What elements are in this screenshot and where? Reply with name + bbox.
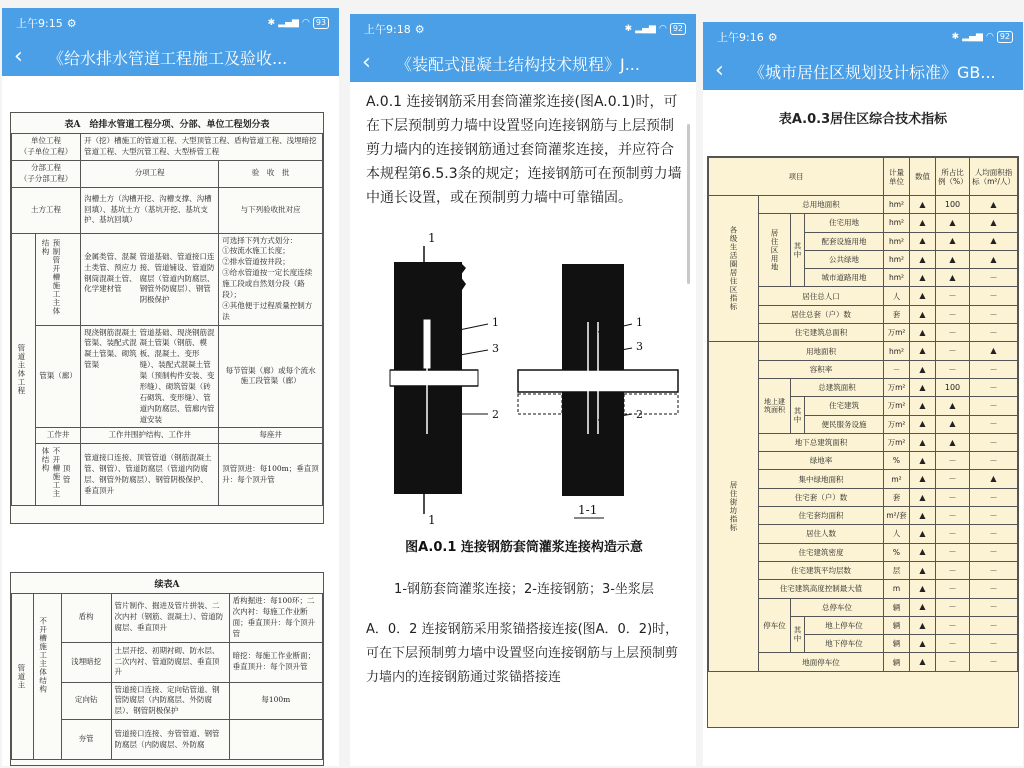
group-label: 居住区用地 bbox=[759, 214, 791, 287]
signal-icon: ▂▄▆ bbox=[635, 24, 656, 34]
value-cell: ▲ bbox=[910, 397, 936, 415]
unit-cell: m bbox=[884, 580, 910, 598]
item-cell: 住宅建筑密度 bbox=[759, 543, 884, 561]
item-cell: 总用地面积 bbox=[759, 196, 884, 214]
item-cell: 总停车位 bbox=[791, 598, 884, 616]
cell: 管渠（廊） bbox=[36, 325, 81, 428]
indicator-table-page bbox=[707, 156, 1019, 728]
unit-cell: % bbox=[884, 452, 910, 470]
cell: 预制管开槽施工主体结构 bbox=[36, 233, 81, 325]
per-capita-cell: － bbox=[970, 397, 1018, 415]
label-2: 2 bbox=[492, 408, 499, 421]
ratio-cell: 100 bbox=[936, 196, 970, 214]
cell: 工作井 bbox=[36, 428, 81, 444]
unit-cell: 层 bbox=[884, 561, 910, 579]
item-cell: 绿地率 bbox=[759, 452, 884, 470]
ratio-cell: ▲ bbox=[936, 250, 970, 268]
unit-cell: 套 bbox=[884, 305, 910, 323]
cell: 管道接口连接、夯管管道、钢管防腐层（内防腐层、外防腐 bbox=[111, 720, 229, 760]
per-capita-cell: － bbox=[970, 324, 1018, 342]
phone-screen-1 bbox=[2, 8, 339, 766]
ratio-cell: ▲ bbox=[936, 397, 970, 415]
item-cell: 居住总套（户）数 bbox=[759, 305, 884, 323]
unit-cell: 辆 bbox=[884, 635, 910, 653]
wifi-icon: ◠ bbox=[985, 32, 994, 42]
per-capita-cell: ▲ bbox=[970, 214, 1018, 232]
col-header: 计量单位 bbox=[884, 158, 910, 196]
item-cell: 地下总建筑面积 bbox=[759, 433, 884, 451]
item-cell: 住宅建筑高度控制最大值 bbox=[759, 580, 884, 598]
unit-cell: hm² bbox=[884, 269, 910, 287]
cell: 管道接口连接、顶管管道（钢筋混凝土管、钢管）、管道防腐层（管道内防腐层、钢管外防腐层）、钢管阴极保护、垂直顶升 bbox=[81, 444, 219, 506]
figure-caption: 图A.0.1 连接钢筋套筒灌浆连接构造示意 bbox=[405, 540, 643, 555]
value-cell: ▲ bbox=[910, 378, 936, 396]
app-header bbox=[703, 22, 1023, 90]
label-2: 2 bbox=[636, 408, 643, 421]
col-header: 所占比例（%） bbox=[936, 158, 970, 196]
value-cell: ▲ bbox=[910, 196, 936, 214]
value-cell: ▲ bbox=[910, 452, 936, 470]
unit-cell: % bbox=[884, 543, 910, 561]
bluetooth-icon: ✱ bbox=[951, 32, 960, 42]
unit-cell: 辆 bbox=[884, 616, 910, 634]
division-table bbox=[11, 133, 323, 506]
scanned-table-page bbox=[10, 112, 324, 524]
ratio-cell: － bbox=[936, 525, 970, 543]
value-cell: ▲ bbox=[910, 598, 936, 616]
per-capita-cell: － bbox=[970, 488, 1018, 506]
value-cell: ▲ bbox=[910, 250, 936, 268]
per-capita-cell: － bbox=[970, 598, 1018, 616]
item-cell: 地上停车位 bbox=[805, 616, 884, 634]
ratio-cell: ▲ bbox=[936, 415, 970, 433]
ratio-cell: ▲ bbox=[936, 232, 970, 250]
cell: 可选择下列方式划分： ①按流水施工长度； ②排水管道按井段； ③给水管道按一定长度连续施工段或自然划分段（路段）； ④其他便于过程质量控制方法 bbox=[219, 233, 323, 325]
cell bbox=[229, 720, 322, 760]
ratio-cell: ▲ bbox=[936, 433, 970, 451]
value-cell: ▲ bbox=[910, 507, 936, 525]
cell: 金属类管、混凝土类管、预应力钢筒混凝土管、化学建材管 管道基础、管道接口连接、管道铺设、管道防腐层（管道内防腐层、钢管外防腐层）、钢管阴极保护 bbox=[81, 233, 219, 325]
bluetooth-icon: ✱ bbox=[624, 24, 633, 34]
value-cell: ▲ bbox=[910, 214, 936, 232]
ratio-cell: － bbox=[936, 470, 970, 488]
item-cell: 住宅建筑 bbox=[805, 397, 884, 415]
next-paragraph: A．0．2 连接钢筋采用浆锚搭接连接(图A．0．2)时，可在下层预制剪力墙中设置竖向连接钢筋与上层预制剪力墙内的连接钢筋通过浆锚搭接连 bbox=[366, 622, 679, 685]
title-bar bbox=[703, 52, 1023, 90]
unit-cell: hm² bbox=[884, 232, 910, 250]
cell: 每100m bbox=[229, 682, 322, 720]
value-cell: ▲ bbox=[910, 635, 936, 653]
cell: 沟槽土方（沟槽开挖、沟槽支撑、沟槽回填）、基坑土方（基坑开挖、基坑支护、基坑回填） bbox=[81, 187, 219, 233]
col-header: 数值 bbox=[910, 158, 936, 196]
per-capita-cell: － bbox=[970, 543, 1018, 561]
left-elevation bbox=[390, 231, 499, 524]
division-table-continued bbox=[11, 593, 323, 760]
value-cell: ▲ bbox=[910, 342, 936, 360]
lower-wall bbox=[394, 386, 462, 494]
value-cell: ▲ bbox=[910, 360, 936, 378]
status-bar bbox=[703, 22, 1023, 52]
app-header bbox=[2, 8, 339, 76]
col-header: 分部工程 （子分部工程） bbox=[12, 160, 81, 187]
label-1: 1 bbox=[492, 316, 499, 329]
per-capita-cell: － bbox=[970, 433, 1018, 451]
value-cell: ▲ bbox=[910, 433, 936, 451]
section-mark-top: 1 bbox=[428, 231, 436, 245]
item-cell: 集中绿地面积 bbox=[759, 470, 884, 488]
per-capita-cell: － bbox=[970, 360, 1018, 378]
per-capita-cell: ▲ bbox=[970, 232, 1018, 250]
battery-icon: 93 bbox=[313, 17, 329, 29]
unit-cell: 万m² bbox=[884, 324, 910, 342]
group-label: 各级生活圈居住区指标 bbox=[709, 196, 759, 342]
cell: 不开槽施工主体结构 顶管 bbox=[36, 444, 81, 506]
col-header: 项目 bbox=[709, 158, 884, 196]
per-capita-cell: － bbox=[970, 378, 1018, 396]
ratio-cell: 100 bbox=[936, 378, 970, 396]
group-label: 停车位 bbox=[759, 598, 791, 653]
col-header: 分项工程 bbox=[81, 160, 219, 187]
unit-cell: hm² bbox=[884, 214, 910, 232]
ratio-cell: － bbox=[936, 452, 970, 470]
label-1: 1 bbox=[636, 316, 643, 329]
title-bar bbox=[350, 44, 696, 82]
settings-status-icon: ⚙ bbox=[767, 30, 778, 44]
unit-cell: 万m² bbox=[884, 378, 910, 396]
cell: 每节管渠（廊）或每个流水施工段管渠（廊） bbox=[219, 325, 323, 428]
value-cell: ▲ bbox=[910, 525, 936, 543]
ratio-cell: － bbox=[936, 360, 970, 378]
section-label: 1-1 bbox=[578, 503, 598, 517]
clock: 上午9:15 bbox=[16, 17, 63, 30]
connection-figure bbox=[370, 224, 688, 524]
wifi-icon: ◠ bbox=[301, 18, 310, 28]
title-bar bbox=[2, 38, 339, 76]
item-cell: 住宅建筑平均层数 bbox=[759, 561, 884, 579]
intro-paragraph: A.0.1 连接钢筋采用套筒灌浆连接(图A.0.1)时，可在下层预制剪力墙中设置竖向连接钢筋与上层预制剪力墙内的连接钢筋通过套筒灌浆连接，并应符合本规程第6.5.3条的规定；连接钢筋可在预制剪力墙中通长设置，或在预制剪力墙中可靠锚固。 bbox=[366, 94, 682, 206]
cell: 顶管顶进：每100m；垂直顶升：每个顶升管 bbox=[219, 444, 323, 506]
ratio-cell: － bbox=[936, 342, 970, 360]
item-cell: 用地面积 bbox=[759, 342, 884, 360]
ratio-cell: － bbox=[936, 561, 970, 579]
unit-cell: 辆 bbox=[884, 653, 910, 671]
item-cell: 地面停车位 bbox=[759, 653, 884, 671]
ratio-cell: － bbox=[936, 543, 970, 561]
group-label: 居住街坊指标 bbox=[709, 342, 759, 671]
group-label: 其中 bbox=[791, 397, 805, 434]
ratio-cell: － bbox=[936, 635, 970, 653]
status-bar bbox=[2, 8, 339, 38]
cell: 现浇钢筋混凝土管渠、装配式混凝土管渠、砌筑管渠 管道基础、现浇钢筋混凝土管渠（钢筋、模板、混凝土、变形缝）、装配式混凝土管渠（预制构件安装、变形缝）、砌筑管渠（砖石砌筑、变形缝）、管道内防腐层、管廊内管道安装 bbox=[81, 325, 219, 428]
table-caption: 表A.0.3居住区综合技术指标 bbox=[778, 112, 948, 127]
unit-cell: 套 bbox=[884, 488, 910, 506]
unit-cell: hm² bbox=[884, 250, 910, 268]
bedding-layer bbox=[390, 370, 478, 386]
section-mark-bottom: 1 bbox=[428, 513, 436, 524]
unit-cell: hm² bbox=[884, 196, 910, 214]
unit-cell: 万m² bbox=[884, 397, 910, 415]
group-label: 其中 bbox=[791, 214, 805, 287]
value-cell: ▲ bbox=[910, 561, 936, 579]
settings-status-icon: ⚙ bbox=[66, 16, 77, 30]
unit-cell: 万m² bbox=[884, 415, 910, 433]
value-cell: ▲ bbox=[910, 269, 936, 287]
item-cell: 住宅建筑总面积 bbox=[759, 324, 884, 342]
group-label: 不开槽施工主体结构 bbox=[33, 594, 61, 760]
cell: 浅埋暗挖 bbox=[61, 642, 111, 682]
unit-desc: 开（挖）槽施工的管道工程、大型顶管工程、盾构管道工程、浅埋暗挖管道工程、大型沉管工程、大型桥管工程 bbox=[81, 134, 323, 161]
per-capita-cell: － bbox=[970, 305, 1018, 323]
cell: 管片制作、掘进及管片拼装、二次内衬（钢筋、混凝土）、管道防腐层、垂直顶升 bbox=[111, 594, 229, 643]
figure-legend: 1-钢筋套筒灌浆连接；2-连接钢筋；3-坐浆层 bbox=[394, 582, 654, 597]
value-cell: ▲ bbox=[910, 543, 936, 561]
item-cell: 地下停车位 bbox=[805, 635, 884, 653]
unit-cell: m² bbox=[884, 470, 910, 488]
per-capita-cell: － bbox=[970, 269, 1018, 287]
ratio-cell: － bbox=[936, 287, 970, 305]
group-label: 管道主体工程 bbox=[12, 233, 36, 506]
col-header: 人均面积指标（m²/人） bbox=[970, 158, 1018, 196]
back-arrow-icon[interactable]: ‹ bbox=[362, 50, 371, 75]
cell: 定向钻 bbox=[61, 682, 111, 720]
scanned-table-continued bbox=[10, 572, 324, 766]
right-section bbox=[518, 264, 678, 518]
ratio-cell: － bbox=[936, 653, 970, 671]
per-capita-cell: ▲ bbox=[970, 342, 1018, 360]
per-capita-cell: － bbox=[970, 287, 1018, 305]
label-3: 3 bbox=[492, 342, 499, 355]
per-capita-cell: ▲ bbox=[970, 196, 1018, 214]
per-capita-cell: － bbox=[970, 635, 1018, 653]
value-cell: ▲ bbox=[910, 470, 936, 488]
unit-cell: 人 bbox=[884, 525, 910, 543]
wifi-icon: ◠ bbox=[658, 24, 667, 34]
table-row bbox=[709, 196, 1018, 214]
per-capita-cell: － bbox=[970, 452, 1018, 470]
label-3: 3 bbox=[636, 340, 643, 353]
unit-cell: 人 bbox=[884, 287, 910, 305]
grout-sleeve-diagram bbox=[370, 224, 688, 524]
item-cell: 公共绿地 bbox=[805, 250, 884, 268]
ratio-cell: ▲ bbox=[936, 269, 970, 287]
phone-screen-2 bbox=[350, 14, 696, 766]
back-arrow-icon[interactable]: ‹ bbox=[715, 58, 724, 83]
group-label: 管道主 bbox=[12, 594, 34, 760]
ratio-cell: － bbox=[936, 324, 970, 342]
lower-wall bbox=[562, 392, 624, 496]
app-header bbox=[350, 14, 696, 82]
value-cell: ▲ bbox=[910, 488, 936, 506]
cell: 与下列验收批对应 bbox=[219, 187, 323, 233]
page-title: 《装配式混凝土结构技术规程》J... bbox=[396, 54, 640, 74]
unit-cell: － bbox=[884, 360, 910, 378]
item-cell: 住宅用地 bbox=[805, 214, 884, 232]
cell: 每座井 bbox=[219, 428, 323, 444]
back-arrow-icon[interactable]: ‹ bbox=[14, 44, 23, 69]
settings-status-icon: ⚙ bbox=[414, 22, 425, 36]
battery-icon: 92 bbox=[997, 31, 1013, 43]
value-cell: ▲ bbox=[910, 653, 936, 671]
item-cell: 配套设施用地 bbox=[805, 232, 884, 250]
clock: 上午9:16 bbox=[717, 31, 764, 44]
per-capita-cell: － bbox=[970, 580, 1018, 598]
unit-cell: m²/套 bbox=[884, 507, 910, 525]
unit-cell: 万m² bbox=[884, 433, 910, 451]
battery-icon: 92 bbox=[670, 23, 686, 35]
cell: 土层开挖、初期衬砌、防水层、二次内衬、管道防腐层、垂直顶升 bbox=[111, 642, 229, 682]
per-capita-cell: － bbox=[970, 415, 1018, 433]
per-capita-cell: － bbox=[970, 507, 1018, 525]
page-title: 《城市居住区规划设计标准》GB... bbox=[749, 62, 996, 82]
per-capita-cell: － bbox=[970, 561, 1018, 579]
group-label: 其中 bbox=[791, 616, 805, 653]
signal-icon: ▂▄▆ bbox=[962, 32, 983, 42]
value-cell: ▲ bbox=[910, 324, 936, 342]
ratio-cell: － bbox=[936, 305, 970, 323]
group-label: 地上建筑面积 bbox=[759, 378, 791, 433]
item-cell: 居住总人口 bbox=[759, 287, 884, 305]
cell: 土方工程 bbox=[12, 187, 81, 233]
upper-wall bbox=[562, 264, 624, 372]
value-cell: ▲ bbox=[910, 287, 936, 305]
value-cell: ▲ bbox=[910, 232, 936, 250]
ratio-cell: － bbox=[936, 580, 970, 598]
page-title: 《给水排水管道工程施工及验收... bbox=[48, 48, 288, 68]
status-bar bbox=[350, 14, 696, 44]
ratio-cell: － bbox=[936, 616, 970, 634]
table-row bbox=[709, 342, 1018, 360]
per-capita-cell: － bbox=[970, 653, 1018, 671]
scrollbar[interactable] bbox=[687, 124, 690, 284]
cell: 工作井围护结构、工作井 bbox=[81, 428, 219, 444]
cell: 暗挖：每施工作业断面；垂直顶升：每个顶升管 bbox=[229, 642, 322, 682]
indicator-table bbox=[708, 157, 1018, 672]
item-cell: 城市道路用地 bbox=[805, 269, 884, 287]
bluetooth-icon: ✱ bbox=[267, 18, 276, 28]
value-cell: ▲ bbox=[910, 305, 936, 323]
per-capita-cell: ▲ bbox=[970, 250, 1018, 268]
unit-cell: 辆 bbox=[884, 598, 910, 616]
ratio-cell: ▲ bbox=[936, 214, 970, 232]
ratio-cell: － bbox=[936, 507, 970, 525]
table-caption: 续表A bbox=[154, 580, 180, 590]
value-cell: ▲ bbox=[910, 616, 936, 634]
ratio-cell: － bbox=[936, 598, 970, 616]
value-cell: ▲ bbox=[910, 415, 936, 433]
value-cell: ▲ bbox=[910, 580, 936, 598]
item-cell: 总建筑面积 bbox=[791, 378, 884, 396]
table-caption: 表A 给排水管道工程分项、分部、单位工程划分表 bbox=[64, 120, 270, 130]
item-cell: 居住人数 bbox=[759, 525, 884, 543]
ratio-cell: － bbox=[936, 488, 970, 506]
cell: 管道接口连接、定向钻管道、钢管防腐层（内防腐层、外防腐层）、钢管阴极保护 bbox=[111, 682, 229, 720]
per-capita-cell: ▲ bbox=[970, 470, 1018, 488]
item-cell: 容积率 bbox=[759, 360, 884, 378]
item-cell: 住宅套均面积 bbox=[759, 507, 884, 525]
col-header: 验 收 批 bbox=[219, 160, 323, 187]
signal-icon: ▂▄▆ bbox=[278, 18, 299, 28]
per-capita-cell: － bbox=[970, 525, 1018, 543]
cell: 盾构掘进：每100环；二次内衬：每施工作业断面；垂直顶升：每个顶升管 bbox=[229, 594, 322, 643]
item-cell: 便民服务设施 bbox=[805, 415, 884, 433]
unit-cell: hm² bbox=[884, 342, 910, 360]
phone-screen-3 bbox=[703, 22, 1023, 766]
cell: 盾构 bbox=[61, 594, 111, 643]
per-capita-cell: － bbox=[970, 616, 1018, 634]
unit-label: 单位工程 （子单位工程） bbox=[12, 134, 81, 161]
cell: 夯管 bbox=[61, 720, 111, 760]
item-cell: 住宅套（户）数 bbox=[759, 488, 884, 506]
reader-content bbox=[350, 82, 696, 690]
clock: 上午9:18 bbox=[364, 23, 411, 36]
